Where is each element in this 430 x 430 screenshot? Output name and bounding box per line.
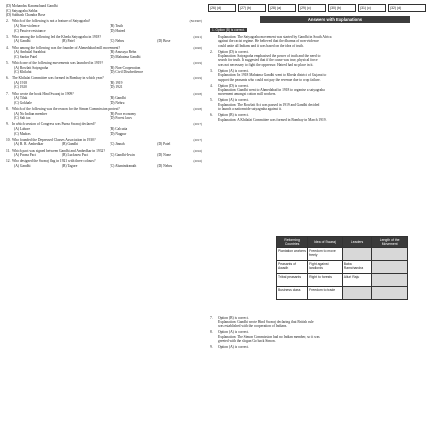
question-source: (2016) <box>193 159 202 164</box>
solution-number: 5. <box>210 98 213 103</box>
option-item: (A) Gandhi <box>14 163 31 168</box>
option-item: (C) Abanindranath <box>109 163 137 168</box>
solution-line: to launch a nationwide satyagraha against it. <box>218 107 282 112</box>
solution-line: greeted with the slogan Go back Simon. <box>218 339 276 344</box>
table-cell <box>342 248 372 261</box>
table-cell <box>342 287 372 300</box>
table-row <box>277 274 408 287</box>
option-item: (B) Lucknow Pact <box>61 153 89 158</box>
answer-box: (28) (a) <box>268 4 296 12</box>
question-text: In which session of Congress was Purna Swaraj declared? <box>12 122 96 127</box>
solution-line: could unite all Indians and it was based on the idea of truth. <box>218 43 304 48</box>
question-text: Who designed the Swaraj flag in 1921 with three colours? <box>12 159 96 164</box>
option-item: (C) 1920 <box>14 85 27 90</box>
header-top-left: (D) Mohandas Karamchand Gandhi <box>6 4 58 8</box>
option-item: (B) 1919 <box>109 80 123 85</box>
option-item: (B) Gandhi <box>109 96 126 101</box>
table-cell: Tribal peasants <box>277 274 308 287</box>
question-source: (2019) <box>193 76 202 81</box>
solution-body <box>218 345 420 349</box>
table-row <box>277 261 408 274</box>
question-item <box>6 107 202 121</box>
solution-line: was not necessary to fight the oppressor. Hatred had no place in it. <box>218 62 314 67</box>
question-number: 3. <box>6 34 9 39</box>
answer-tag: 1. Option (B) is correct. <box>212 27 245 32</box>
solution-line: search for truth. It suggested that if the cause was true, physical force <box>218 58 318 63</box>
solution-item <box>210 330 420 343</box>
question-source: (2018) <box>193 107 202 112</box>
table-cell <box>372 248 408 261</box>
table-cell <box>372 274 408 287</box>
solution-line: Explanation: Satyagraha emphasised the power of truth and the need to <box>218 54 321 58</box>
option-item: (A) Tilak <box>14 96 28 101</box>
solution-line: Explanation: Gandhi went to Ahmedabad in 1918 to organise a satyagraha <box>218 88 325 93</box>
question-number: 2. <box>6 19 9 24</box>
option-item: (A) Gandhi <box>14 39 31 44</box>
question-item <box>6 19 202 33</box>
question-number: 8. <box>6 107 9 112</box>
table-row <box>277 248 408 261</box>
question-text: Which of the following is not a feature of Satyagraha? <box>12 19 91 24</box>
solution-line: against the racist regime. He believed that the dharma of non-violence <box>218 39 319 44</box>
option-item: (B) Anusuya Behn <box>109 50 137 55</box>
solution-line: Explanation: In 1918 Mahatma Gandhi went to Kheda district of Gujarat to <box>218 73 327 78</box>
solution-line: Option (B) is correct. <box>218 315 249 320</box>
solution-body <box>218 330 420 343</box>
question-number: 9. <box>6 122 9 127</box>
solution-body <box>218 84 420 97</box>
question-item <box>6 122 202 136</box>
option-line: (C) Satyagraha Sabha <box>6 8 38 13</box>
option-item: (A) No Indian member <box>14 111 48 116</box>
option-item: (C) Nehru <box>109 39 125 44</box>
option-item: (C) Gandhi-Irwin <box>109 153 135 158</box>
option-item: (B) Poor economy <box>109 111 137 116</box>
answer-key-strip <box>208 4 426 12</box>
question-text: Who among the following was the founder of Ahmedabad mill movement? <box>12 45 120 50</box>
solution-line: Option (A) is correct. <box>218 330 249 335</box>
answers-column-continued <box>210 314 420 350</box>
question-options <box>6 24 202 33</box>
solution-number <box>210 35 216 48</box>
question-item <box>6 92 202 106</box>
question-number: 4. <box>6 45 9 50</box>
question-options <box>6 96 202 105</box>
option-item: (A) Rowlatt Satyagraha <box>14 65 49 70</box>
solution-line: movement amongst cotton mill workers. <box>218 92 277 97</box>
option-item: (D) None <box>157 153 171 158</box>
answer-box: (32) (d) <box>388 4 426 12</box>
question-number: 11. <box>6 148 11 153</box>
answers-banner: Answers with Explanations <box>260 16 410 23</box>
question-options <box>6 164 202 169</box>
solution-item <box>210 84 420 97</box>
question-number: 6. <box>6 76 9 81</box>
table-cell: Baba Ramchandra <box>342 261 372 274</box>
solution-number: 6. <box>210 113 213 118</box>
solution-line: Option (A) is correct. <box>218 98 249 103</box>
option-item: (D) Mahatma Gandhi <box>109 54 141 59</box>
option-item: (C) Passive resistance <box>14 28 46 33</box>
solution-body <box>218 50 420 68</box>
question-options <box>6 66 202 75</box>
option-item: (A) Poona Pact <box>14 153 36 158</box>
question-source: (2019) <box>193 60 202 65</box>
option-item: (C) Madras <box>14 131 31 136</box>
solution-line: Option (B) is correct. <box>218 113 249 118</box>
solution-body <box>218 113 420 122</box>
question-item <box>6 159 202 168</box>
solution-line: was established with the cooperation of Indians. <box>218 324 288 329</box>
question-text: The Khilafat Committee was formed in Bombay in which year? <box>12 76 104 81</box>
solution-line: Explanation: The Rowlatt Act was passed in 1919 and Gandhi decided <box>218 102 320 107</box>
table-cell: Right to forests <box>308 274 343 287</box>
table-header-cell: Reforming Countries <box>277 237 308 248</box>
solution-line: Option (D) is correct. <box>218 49 249 54</box>
solution-body <box>218 35 420 48</box>
option-item: (D) Patel <box>157 142 171 147</box>
question-item <box>6 35 202 44</box>
solution-line: Option (D) is correct. <box>218 83 249 88</box>
question-number: 12. <box>6 159 11 164</box>
questions-column <box>6 4 202 169</box>
table-header-cell: Leaders <box>342 237 372 248</box>
question-item <box>6 46 202 60</box>
question-source: (2020) <box>193 45 202 50</box>
solution-number: 2. <box>210 49 213 54</box>
option-item: (A) B. R. Ambedkar <box>14 142 44 147</box>
option-item: (D) Nehru <box>109 100 125 105</box>
solution-item <box>210 35 420 48</box>
question-source: (2021) <box>193 34 202 39</box>
question-options <box>6 112 202 121</box>
movement-table <box>276 236 408 300</box>
option-item: (B) Non-Cooperation <box>109 65 141 70</box>
table-cell: Fight against landlords <box>308 261 343 274</box>
option-item: (D) Forest laws <box>109 116 132 121</box>
table-cell: Plantation workers <box>277 248 308 261</box>
solution-line: Explanation: Gandhi wrote Hind Swaraj declaring that British rule <box>218 320 314 324</box>
question-text: Who founded the Depressed Classes Association in 1930? <box>12 137 96 142</box>
question-number: 5. <box>6 60 9 65</box>
solution-number: 3. <box>210 68 213 73</box>
question-number: 7. <box>6 91 9 96</box>
answer-box: (27) (b) <box>238 4 266 12</box>
option-item: (B) Truth <box>109 23 123 28</box>
solution-item <box>210 316 420 329</box>
solution-number: 9. <box>210 345 213 350</box>
option-item: (B) Patel <box>61 39 75 44</box>
question-item <box>6 149 202 158</box>
answer-box: (26) (d) <box>208 4 236 12</box>
question-source: (2017) <box>193 122 202 127</box>
option-item: (D) 1921 <box>109 85 123 90</box>
solution-number: 4. <box>210 83 213 88</box>
solution-number: 8. <box>210 330 213 335</box>
solution-line: Explanation: The Satyagraha movement was started by Gandhi in South Africa <box>218 34 332 39</box>
question-options <box>6 39 202 44</box>
question-text: Which one of the following movements was launched in 1919? <box>12 60 103 65</box>
question-text: Which pact was signed between Gandhi and Ambedkar in 1932? <box>12 148 105 153</box>
table-cell: Alluri Raju <box>342 274 372 287</box>
answer-box: (30) (b) <box>328 4 356 12</box>
option-item: (D) Nehru <box>157 163 173 168</box>
answer-box: (29) (c) <box>298 4 326 12</box>
table-cell <box>372 287 408 300</box>
option-item: (C) Khilafat <box>14 70 32 75</box>
table-header-cell: Idea of Swaraj <box>308 237 343 248</box>
option-line: (D) Subhash Chandra Bose <box>6 13 46 18</box>
table-cell <box>372 261 408 274</box>
question-text: Which of the following was the reason for the Simon Commission protest? <box>12 107 120 112</box>
option-item: (A) Lahore <box>14 127 31 131</box>
option-item: (A) Ambalal Sarabhai <box>14 50 46 55</box>
solution-body <box>218 316 420 329</box>
question-text: Who among the following led the Kheda Satyagraha in 1918? <box>12 34 101 39</box>
question-number: 10. <box>6 137 11 142</box>
answers-column <box>210 26 420 122</box>
solution-line: Option (A) is correct. <box>218 345 249 350</box>
option-item: (A) 1918 <box>14 80 28 85</box>
answer-box: (31) (c) <box>358 4 386 12</box>
question-options <box>6 142 202 147</box>
question-options <box>6 50 202 59</box>
option-item: (B) Gandhi <box>61 142 79 147</box>
option-item: (C) Salt tax <box>14 116 31 121</box>
solution-item <box>210 50 420 68</box>
solution-number: 7. <box>210 315 213 320</box>
solution-item <box>210 69 420 82</box>
solution-body <box>218 69 420 82</box>
solution-line: Option (A) is correct. <box>218 68 249 73</box>
question-options <box>6 127 202 136</box>
solution-item <box>210 113 420 122</box>
question-item <box>6 61 202 75</box>
option-item: (D) Hatred <box>109 28 126 33</box>
option-item: (D) Bose <box>157 39 171 44</box>
question-item <box>6 138 202 147</box>
question-item <box>6 76 202 90</box>
solution-line: Explanation: A Khilafat Committee was formed in Bombay in March 1919. <box>218 117 327 122</box>
option-item: (B) Tagore <box>61 163 78 168</box>
table-cell: Freedom to move freely <box>308 248 343 261</box>
table-cell: Business class <box>277 287 308 300</box>
table-cell: Freedom to trade <box>308 287 343 300</box>
question-text: Who wrote the book Hind Swaraj in 1909? <box>12 91 74 96</box>
solution-body <box>218 98 420 111</box>
solution-line: support the peasants who could not pay the revenue due to crop failure. <box>218 77 321 82</box>
solution-item <box>210 345 420 349</box>
table-header-cell: Length of the Movement <box>372 237 408 248</box>
solution-line: Explanation: The Simon Commission had no Indian member, so it was <box>218 334 320 339</box>
question-source: (NCERT) <box>189 19 202 24</box>
table-row <box>277 287 408 300</box>
question-options <box>6 153 202 158</box>
option-item: (C) Gokhale <box>14 100 32 105</box>
option-item: (C) Jinnah <box>109 142 125 147</box>
table-cell: Peasants of Awadh <box>277 261 308 274</box>
question-source: (2018) <box>193 91 202 96</box>
option-item: (C) Sardar Patel <box>14 54 38 59</box>
option-item: (D) Nagpur <box>109 131 127 136</box>
option-item: (B) Calcutta <box>109 127 128 131</box>
question-source: (2017) <box>193 137 202 142</box>
question-source: (2016) <box>193 148 202 153</box>
solution-item <box>210 98 420 111</box>
question-options <box>6 81 202 90</box>
option-item: (D) Civil Disobedience <box>109 70 144 75</box>
option-item: (A) Non-violence <box>14 23 40 28</box>
